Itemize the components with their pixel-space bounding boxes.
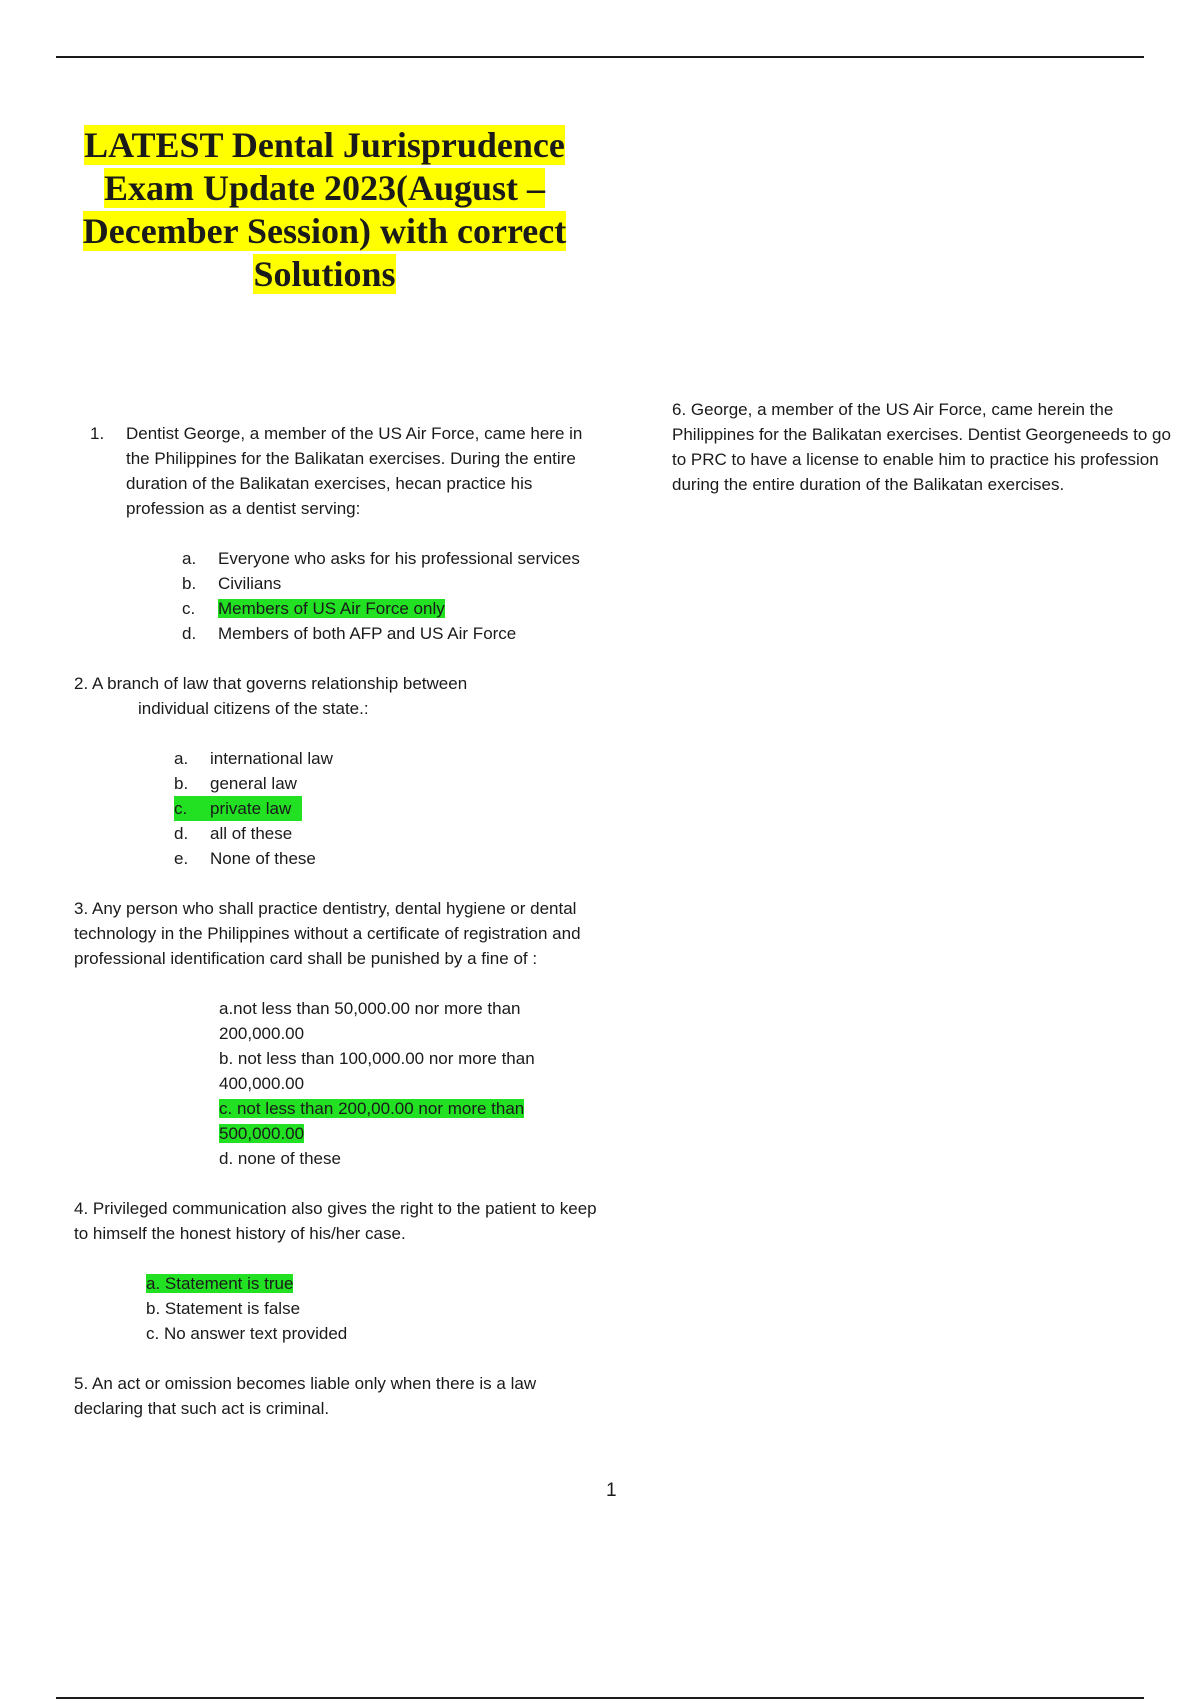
question-number: 4. [74, 1199, 89, 1218]
options-list [82, 546, 602, 646]
question-text: Any person who shall practice dentistry, dental hygiene or dental technology in the Philippines without a certificate of registration and professional identification card shall be punished by a fine of : [74, 899, 581, 968]
option-c-correct [219, 1096, 569, 1146]
bottom-rule [56, 1697, 1144, 1699]
option-b: b. general law [174, 774, 297, 793]
question-text-line2: individual citizens of the state.: [138, 699, 369, 718]
question-number: 6. [672, 400, 687, 419]
question-3 [74, 896, 602, 1171]
document-title [62, 124, 587, 296]
option-a: a. Everyone who asks for his professional services [182, 549, 580, 568]
question-1 [82, 421, 602, 646]
question-number: 2. [74, 674, 89, 693]
option-d: d. all of these [174, 824, 293, 843]
question-number: 3. [74, 899, 89, 918]
answer-highlight: a. Statement is true [146, 1274, 294, 1293]
question-6 [672, 397, 1172, 497]
options-list [74, 746, 602, 871]
option-c-correct: c. Members of US Air Force only [182, 599, 445, 618]
answer-highlight: Members of US Air Force only [218, 599, 445, 618]
right-column [672, 397, 1172, 497]
top-rule [56, 56, 1144, 58]
options-list [74, 996, 569, 1171]
option-a: a.not less than 50,000.00 nor more than 200,000.00 [219, 999, 521, 1043]
question-text: George, a member of the US Air Force, came herein the Philippines for the Balikatan exercises. Dentist Georgeneeds to go to PRC to have a license to enable him to practice his profession during the entire duration of the Balikatan exercises. [672, 400, 1171, 494]
option-d: d. none of these [219, 1149, 341, 1168]
question-number: 5. [74, 1374, 89, 1393]
answer-highlight: c. not less than 200,00.00 nor more than 500,000.00 [219, 1099, 525, 1143]
option-b: b. Civilians [182, 574, 282, 593]
question-number: 1. [90, 424, 105, 443]
option-e: e. None of these [174, 849, 316, 868]
question-5 [74, 1371, 602, 1421]
question-text-line1: A branch of law that governs relationship between [91, 674, 468, 693]
option-c: c. No answer text provided [146, 1324, 348, 1343]
option-b: b. not less than 100,000.00 nor more than 400,000.00 [219, 1049, 535, 1093]
title-text: LATEST Dental Jurisprudence Exam Update 2023(August – December Session) with correct Solutions [82, 125, 567, 294]
option-a-correct [146, 1271, 602, 1296]
left-column [74, 421, 602, 1421]
option-d: d. Members of both AFP and US Air Force [182, 624, 517, 643]
question-text: An act or omission becomes liable only when there is a law declaring that such act is criminal. [74, 1374, 537, 1418]
option-c-correct: c. private law [174, 796, 302, 821]
option-a: a. international law [174, 749, 333, 768]
question-text: Dentist George, a member of the US Air Force, came here in the Philippines for the Balikatan exercises. During the entire duration of the Balikatan exercises, hecan practice his profession as a dentist serving: [126, 424, 583, 518]
question-2 [74, 671, 602, 871]
option-b: b. Statement is false [146, 1299, 301, 1318]
options-list [74, 1271, 602, 1346]
page-number: 1 [606, 1480, 617, 1501]
question-text: Privileged communication also gives the right to the patient to keep to himself the honest history of his/her case. [74, 1199, 597, 1243]
question-4 [74, 1196, 602, 1346]
